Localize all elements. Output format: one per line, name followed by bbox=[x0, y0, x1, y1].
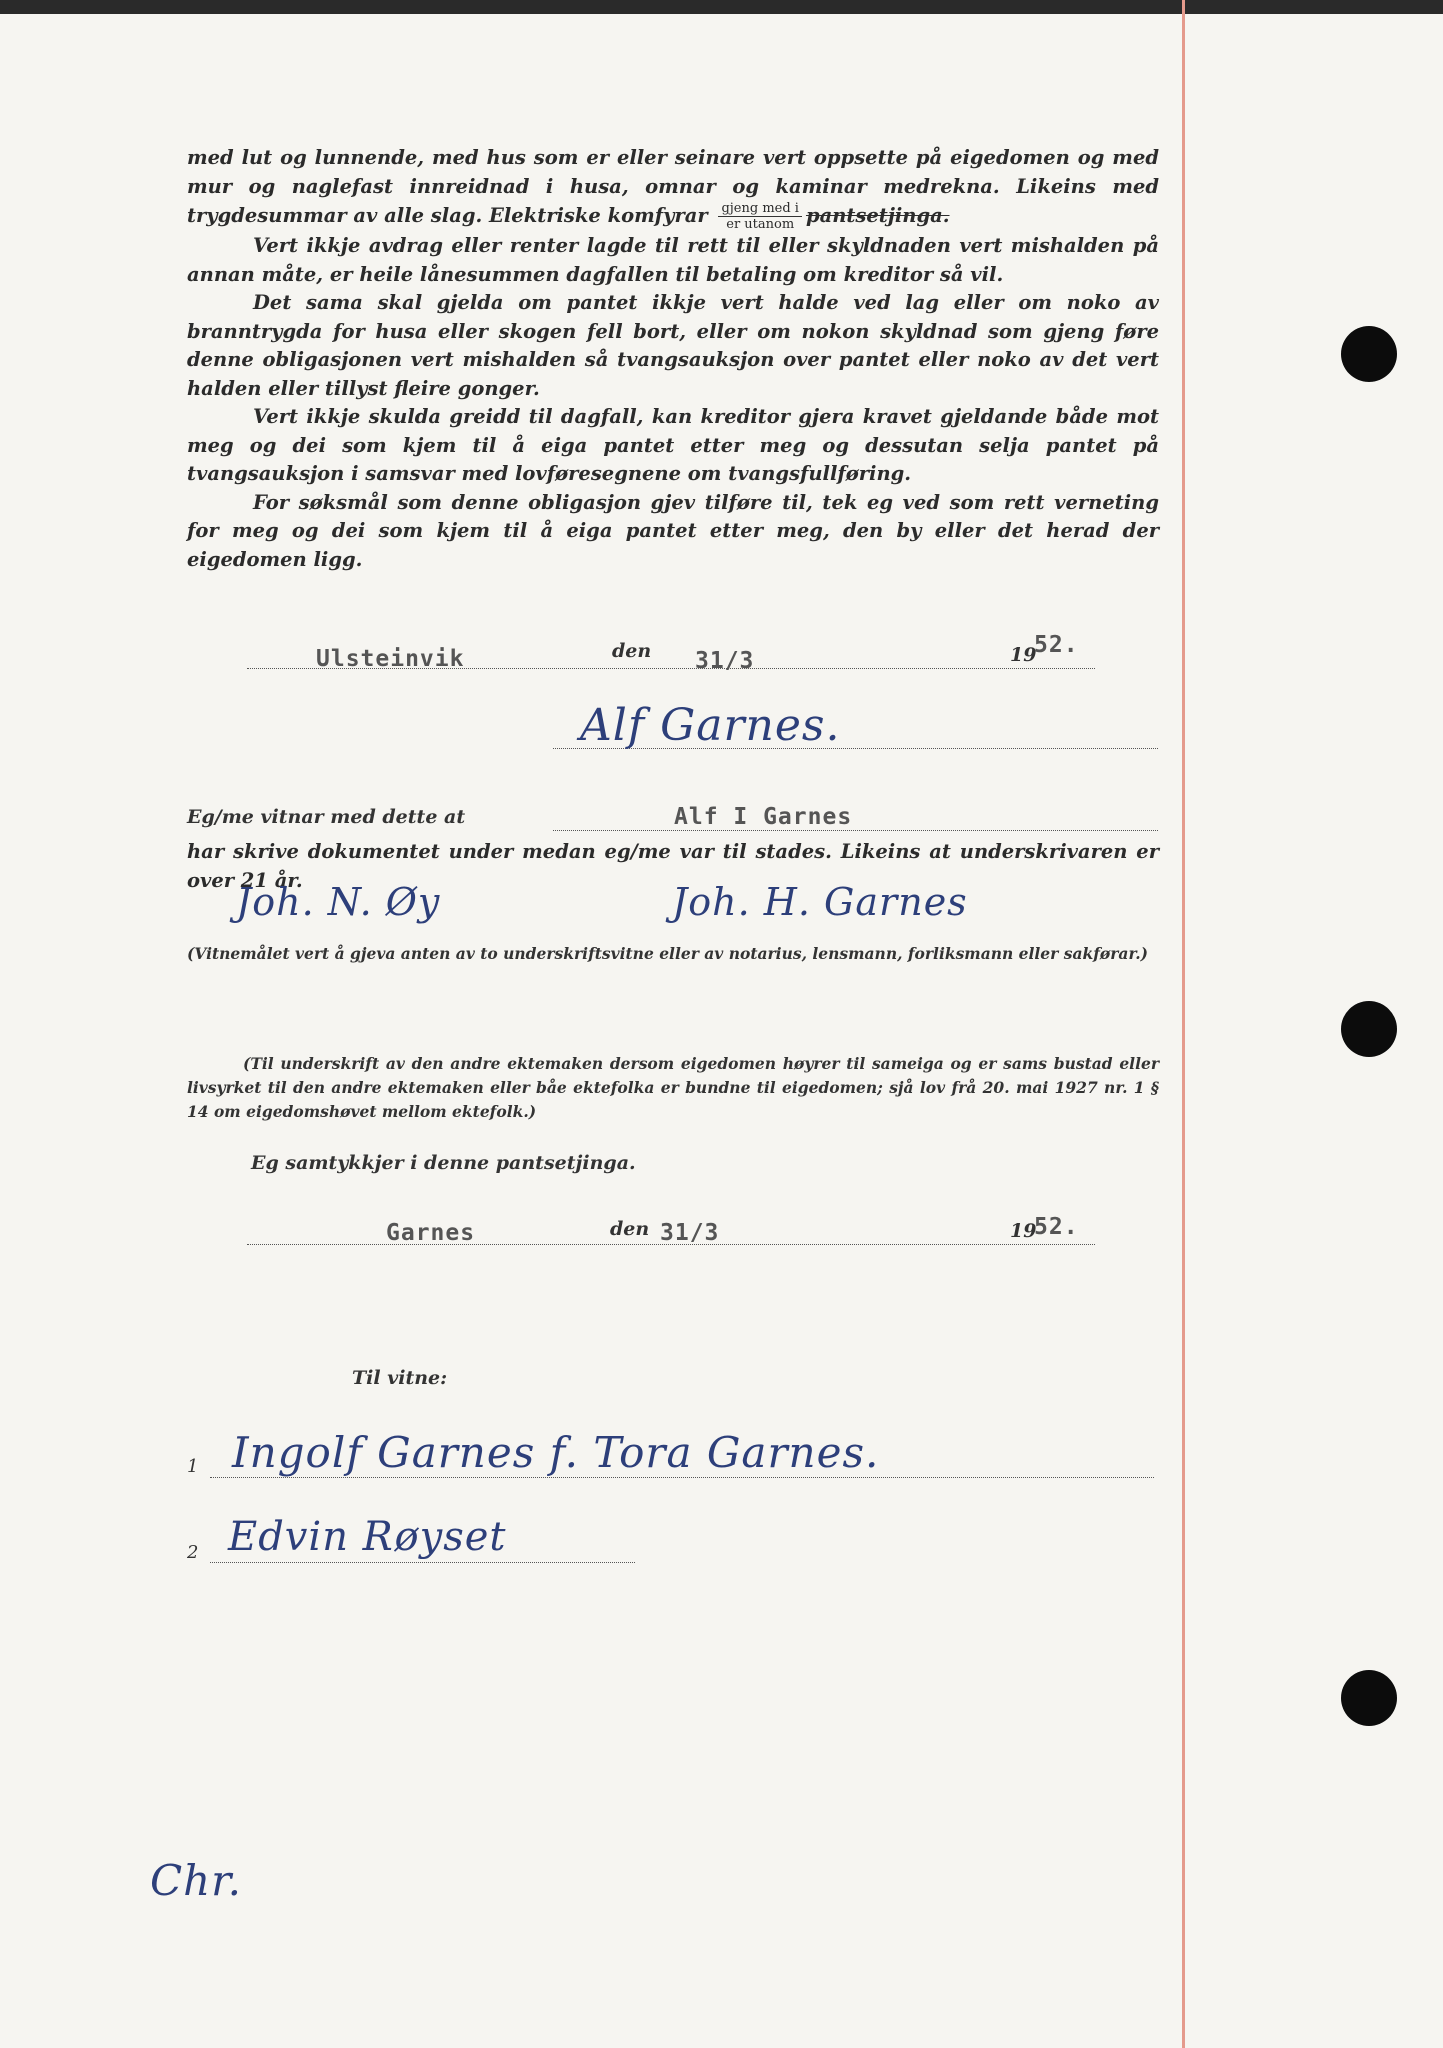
signature-alf-garnes: Alf Garnes. bbox=[580, 700, 841, 751]
date-1: 31/3 bbox=[695, 648, 755, 674]
paragraph-enforcement: Vert ikkje skulda greidd til dagfall, kan kreditor gjera kravet gjeldande både mot meg og dei som kjem til å eiga pantet etter meg og dessutan selja pantet på tvangsauksjon i samsvar med lovføresegnene om tvangsfullføring. bbox=[187, 405, 1159, 485]
spouse-note: (Til underskrift av den andre ektemaken dersom eigedomen høyrer til sameiga og er sams bustad eller livsyrket til den andre ektemaken eller båe ektefolka er bundne til eigedomen; sjå lov frå 20. mai 1927 nr. 1 § 14 om eigedomshøvet mellom ektefolk.) bbox=[187, 1054, 1159, 1121]
year-prefix-2: 19 bbox=[1010, 1220, 1037, 1242]
witness-signatures-1: Ingolf Garnes f. Tora Garnes. bbox=[232, 1428, 880, 1477]
paragraph-venue: For søksmål som denne obligasjon gjev tilføre til, tek eg ved som rett verneting for meg og dei som kjem til å eiga pantet etter meg, den by eller det herad der eigedomen ligg. bbox=[187, 490, 1159, 571]
body-paragraphs bbox=[187, 144, 1159, 574]
margin-initials: Chr. bbox=[150, 1856, 242, 1905]
consent-statement: Eg samtykkjer i denne pantsetjinga. bbox=[251, 1152, 636, 1174]
year-suffix-2: 52. bbox=[1034, 1214, 1079, 1240]
witness-signature-2: Joh. H. Garnes bbox=[672, 880, 968, 924]
witness-line-1 bbox=[210, 1477, 1154, 1478]
witness-line-2 bbox=[210, 1562, 635, 1563]
date-label-2: den bbox=[610, 1218, 650, 1240]
witness-number-2: 2 bbox=[187, 1542, 199, 1563]
paragraph-insurance: Det sama skal gjelda om pantet ikkje vert halde ved lag eller om noko av branntrygda for husa eller skogen fell bort, eller om nokon skyldnad som gjeng føre denne obligasjonen vert mishalden så tvangsauksjon over pantet eller noko av det vert halden eller tillyst fleire gonger. bbox=[187, 291, 1159, 400]
place-1: Ulsteinvik bbox=[316, 646, 465, 672]
paragraph-default: Vert ikkje avdrag eller renter lagde til rett til eller skyldnaden vert mishalden på annan måte, er heile lånesummen dagfallen til betaling om kreditor så vil. bbox=[187, 234, 1159, 286]
paragraph-property: med lut og lunnende, med hus som er eller seinare vert oppsette på eigedomen og med mur og naglefast innreidnad i husa, omnar og kaminar medrekna. Likeins med trygdesummar av alle slag. Elektriske komfyrar $\frac{\text{gjeng med i}}{\text{er utanom}}$ pantsetjinga. bbox=[187, 146, 1159, 232]
date-2: 31/3 bbox=[660, 1220, 720, 1246]
witness-signature-1: Joh. N. Øy bbox=[236, 880, 441, 924]
year-suffix-1: 52. bbox=[1034, 632, 1079, 658]
punch-hole-2 bbox=[1341, 1001, 1397, 1057]
scan-top-edge bbox=[0, 0, 1443, 14]
witness-signature-edvin: Edvin Røyset bbox=[228, 1514, 507, 1560]
place-2: Garnes bbox=[386, 1220, 476, 1246]
fraction-choice: $\frac{\text{gjeng med i}}{\text{er utanom}}$ bbox=[718, 201, 802, 232]
witness-text: har skrive dokumentet under medan eg/me var til stades. Likeins at underskrivaren er over 21 år. bbox=[187, 840, 1159, 892]
witness-number-1: 1 bbox=[187, 1456, 199, 1477]
witness-note: (Vitnemålet vert å gjeva anten av to underskriftsvitne eller av notarius, lensmann, forliksmann eller sakførar.) bbox=[187, 944, 1148, 963]
punch-hole-3 bbox=[1341, 1670, 1397, 1726]
year-prefix-1: 19 bbox=[1010, 644, 1037, 666]
witness-name: Alf I Garnes bbox=[674, 804, 853, 830]
witness-intro: Eg/me vitnar med dette at bbox=[187, 806, 466, 828]
date-label-1: den bbox=[612, 640, 652, 662]
til-vitne-label: Til vitne: bbox=[352, 1367, 448, 1389]
witness-name-line bbox=[553, 830, 1158, 831]
margin-red-line bbox=[1182, 0, 1185, 2048]
punch-hole-1 bbox=[1341, 326, 1397, 382]
